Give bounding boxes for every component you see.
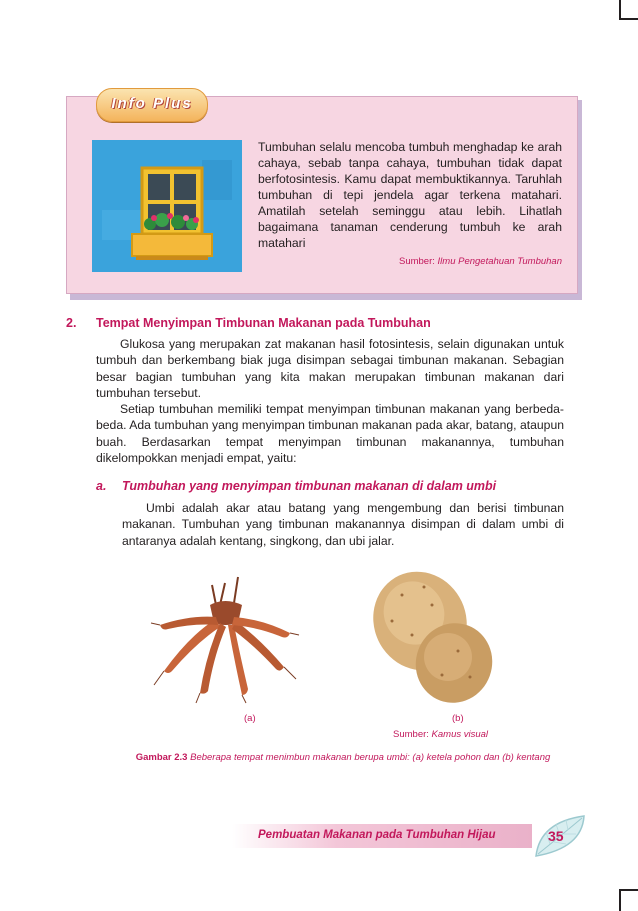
subsection-paragraph: Umbi adalah akar atau batang yang mengembung dan berisi timbunan makanan. Tumbuhan yang timbunan makanannya disimpan di dalam umbi di antaranya adalah kentang, singkong, dan ubi jalar. (122, 501, 564, 548)
figure-source-title: Kamus visual (431, 729, 489, 740)
figure-caption-text: Beberapa tempat menimbun makanan berupa umbi: (a) ketela pohon dan (b) kentang (190, 752, 551, 763)
info-box-source-prefix: Sumber: (398, 256, 435, 267)
figure-caption (122, 751, 564, 765)
page-number: 35 (548, 828, 564, 844)
section-title: Tempat Menyimpan Timbunan Makanan pada Tumbuhan (96, 316, 431, 330)
window-flower-illustration (92, 140, 242, 272)
figure-label-a: (a) (244, 713, 256, 724)
crop-mark-bottom-right-h (619, 889, 638, 891)
info-box-source (258, 256, 562, 267)
section-body (96, 336, 564, 466)
section-paragraph-1: Glukosa yang merupakan zat makanan hasil fotosintesis, selain digunakan untuk tumbuh dan berkembang biak juga disimpan sebagai timbunan makanan. Sebagian besar bagian tumbuhan yang kita makan merupakan timbunan makanan dari tumbuhan tersebut. (96, 337, 564, 400)
footer-title: Pembuatan Makanan pada Tumbuhan Hijau (258, 829, 496, 841)
figure-source (393, 729, 488, 740)
crop-mark-top-right-h (619, 18, 638, 20)
figure-caption-label: Gambar 2.3 (135, 752, 188, 763)
potato-illustration (362, 565, 497, 705)
info-box-text: Tumbuhan selalu mencoba tumbuh menghadap ke arah cahaya, sebab tanpa cahaya, tumbuhan tidak dapat berfotosintesis. Kamu dapat membuktikannya. Taruhlah tumbuhan di tepi jendela agar terkena matahari. Amatilah setelah seminggu atau lebih. Lihatlah bagaimana tanaman cenderung tumbuh ke arah matahari (258, 140, 562, 250)
info-box-source-title: Ilmu Pengetahuan Tumbuhan (437, 256, 562, 267)
subsection-letter: a. (96, 479, 107, 493)
subsection-body (122, 500, 564, 549)
subsection-title: Tumbuhan yang menyimpan timbunan makanan di dalam umbi (122, 479, 497, 493)
section-paragraph-2: Setiap tumbuhan memiliki tempat menyimpan timbunan makanan yang berbeda-beda. Ada tumbuhan yang menyimpan timbunan makanan pada akar, batang, ataupun buah. Berdasarkan tempat menyimpan timbunan makanannya, tumbuhan dikelompokkan menjadi empat, yaitu: (96, 402, 564, 466)
figure-label-b: (b) (452, 713, 464, 724)
info-box-header-label: Info Plus (111, 95, 193, 112)
figure-source-prefix: Sumber: (393, 729, 429, 740)
section-number: 2. (66, 316, 77, 330)
info-box-header (96, 88, 208, 122)
crop-mark-bottom-right-v (619, 889, 621, 911)
cassava-root-illustration (150, 575, 300, 705)
crop-mark-top-right-v (619, 0, 621, 20)
